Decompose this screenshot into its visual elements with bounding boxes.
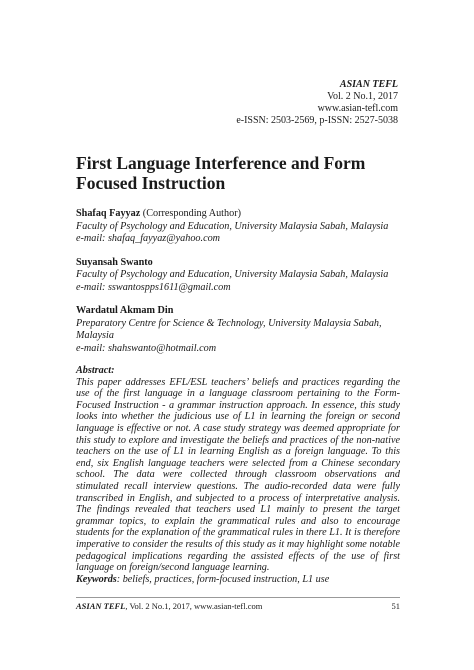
keywords-label: Keywords [76, 573, 117, 585]
keywords-line [76, 574, 400, 586]
keywords-text: : beliefs, practices, form-focused instruction, L1 use [116, 573, 330, 585]
author-email: e-mail: shahswanto@hotmail.com [76, 342, 217, 354]
author-entry [76, 257, 406, 295]
author-affiliation: Faculty of Psychology and Education, University Malaysia Sabah, Malaysia [76, 269, 389, 280]
footer-journal: ASIAN TEFL [76, 601, 126, 611]
journal-website: www.asian-tefl.com [317, 103, 398, 114]
abstract-text: This paper addresses EFL/ESL teachers’ beliefs and practices regarding the use of the first language in a language classroom pertaining to the Form-Focused Instruction - a grammar instruction approach. In essence, this study looks into whether the judicious use of L1 in learning the foreign or second language is effective or not. A case study strategy was deemed appropriate for this study to explore and investigate the beliefs and practices of the non-native teachers on the use of L1 in learning English as a foreign language. To this end, six English language teachers were selected from a Chinese secondary school. The data were collected through classroom observations and stimulated recall interview questions. The audio-recorded data were fully transcribed in English, and subjected to a process of interpretative analysis. The findings revealed that teachers used L1 mainly to present the target grammar topics, to explain the grammatical rules and also to encourage students for the explanation of the grammatical rules in there L1. It is therefore imperative to consider the results of this study as it may highlight some notable pedagogical implications regarding the assisted effects of the use of first language on foreign/second language learning. [76, 376, 400, 574]
abstract-label: Abstract: [76, 365, 115, 376]
abstract-section [76, 365, 400, 585]
author-name: Shafaq Fayyaz [76, 208, 141, 219]
journal-name: ASIAN TEFL [339, 79, 398, 90]
paper-title: First Language Interference and Form Focused Instruction [76, 153, 366, 193]
author-role: (Corresponding Author) [140, 208, 241, 219]
page-footer [76, 601, 400, 611]
author-affiliation: Faculty of Psychology and Education, University Malaysia Sabah, Malaysia [76, 220, 389, 232]
author-list [76, 208, 406, 366]
footer-citation: , Vol. 2 No.1, 2017, www.asian-tefl.com [125, 601, 263, 611]
journal-issn: e-ISSN: 2503-2569, p-ISSN: 2527-5038 [236, 115, 398, 126]
author-affiliation: Preparatory Centre for Science & Technology, University Malaysia Sabah, Malaysia [76, 317, 382, 341]
page-number: 51 [391, 601, 400, 611]
author-entry [76, 208, 406, 246]
footer-divider [76, 597, 400, 598]
author-entry [76, 305, 406, 355]
journal-header [236, 79, 398, 127]
author-name: Wardatul Akmam Din [76, 305, 174, 316]
author-name: Suyansah Swanto [76, 256, 153, 268]
author-email: e-mail: shafaq_fayyaz@yahoo.com [76, 233, 221, 244]
journal-volume: Vol. 2 No.1, 2017 [327, 91, 398, 102]
author-email: e-mail: sswantospps1611@gmail.com [76, 281, 231, 293]
